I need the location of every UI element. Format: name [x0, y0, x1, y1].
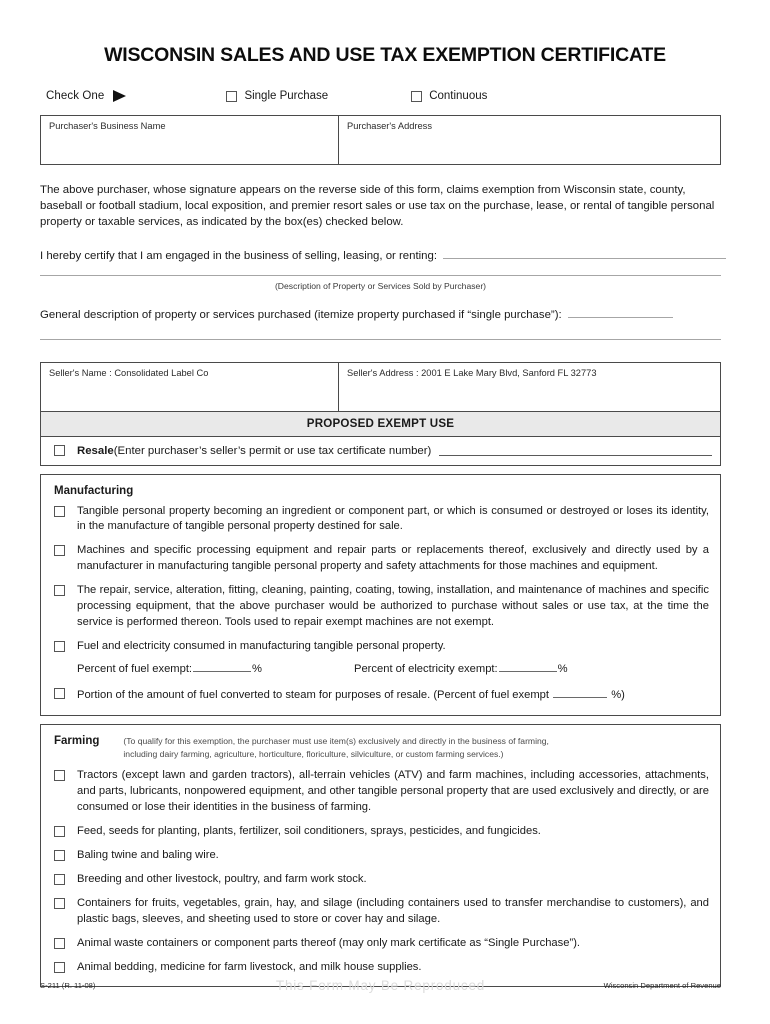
- farming-item-6: [54, 936, 709, 952]
- general-description-input-line[interactable]: [568, 306, 673, 318]
- description-rule: [40, 275, 721, 276]
- manufacturing-item-1: [54, 504, 709, 536]
- agency-name: Wisconsin Department of Revenue: [603, 981, 721, 990]
- single-purchase-checkbox[interactable]: [226, 91, 237, 102]
- general-description-label: General description of property or services purchased (itemize property purchased if “single purchase”):: [40, 308, 562, 321]
- manufacturing-item-4-text: Fuel and electricity consumed in manufacturing tangible personal property.: [77, 639, 446, 652]
- resale-checkbox[interactable]: [54, 445, 65, 456]
- farming-note: [123, 735, 549, 761]
- seller-name-label: Seller's Name : Consolidated Label Co: [49, 367, 209, 378]
- electricity-percent-unit: %: [557, 662, 568, 675]
- single-purchase-label: Single Purchase: [244, 90, 329, 102]
- farming-item-6-text: Animal waste containers or component parts thereof (may only mark certificate as “Single Purchase”).: [77, 936, 581, 949]
- farming-item-1-text: Tractors (except lawn and garden tractors), all-terrain vehicles (ATV) and farm machines, including accessories, attachments, and parts, lubricants, nonpowered equipment, and other tangible personal property that are used exclusively and directly, or are consumed or lose their identities in the business of farming.: [77, 769, 709, 814]
- farming-item-3-text: Baling twine and baling wire.: [77, 849, 219, 862]
- manufacturing-title: Manufacturing: [54, 484, 134, 497]
- resale-row: [40, 437, 721, 466]
- electricity-percent-input[interactable]: [499, 660, 557, 672]
- steam-item-wrap: [77, 686, 709, 704]
- resale-bold-label: Resale: [77, 444, 114, 457]
- farming-item-7-checkbox[interactable]: [54, 962, 65, 973]
- resale-input-line[interactable]: [439, 445, 712, 456]
- form-number: S-211 (R. 11-08): [40, 981, 96, 990]
- resale-rest-label: (Enter purchaser’s seller’s permit or use tax certificate number): [113, 444, 432, 457]
- farming-section: [40, 724, 721, 988]
- certify-label: I hereby certify that I am engaged in the business of selling, leasing, or renting:: [40, 249, 438, 262]
- farming-item-5-checkbox[interactable]: [54, 898, 65, 909]
- farming-item-5: [54, 896, 709, 928]
- manufacturing-item-4: [54, 639, 709, 678]
- manufacturing-item-1-checkbox[interactable]: [54, 506, 65, 517]
- check-one-label: Check One: [46, 90, 105, 102]
- manufacturing-item-3-text: The repair, service, alteration, fitting, cleaning, painting, coating, towing, installation, and maintenance of machines and specific processing equipment, that the above purchaser would be authorized to purchase without sales or use tax, at the time the service is performed thereon. Tools used to repair exempt machines are not exempt.: [77, 584, 709, 628]
- reproduction-watermark: This Form May Be Reproduced: [275, 978, 486, 993]
- manufacturing-item-2-text: Machines and specific processing equipment and repair parts or replacements thereof, exclusively and directly used by a manufacturer in manufacturing tangible personal property and safety attachments for those machines and equipment.: [77, 544, 709, 573]
- farming-item-6-checkbox[interactable]: [54, 938, 65, 949]
- description-caption: (Description of Property or Services Sold by Purchaser): [274, 280, 487, 291]
- fuel-percent-input[interactable]: [193, 660, 251, 672]
- farming-item-1: [54, 768, 709, 816]
- certify-row: [40, 247, 726, 262]
- manufacturing-item-2: [54, 543, 709, 575]
- farming-item-2-checkbox[interactable]: [54, 826, 65, 837]
- continuous-label: Continuous: [429, 90, 488, 102]
- farming-item-4-checkbox[interactable]: [54, 874, 65, 885]
- manufacturing-item-4-wrap: [77, 639, 709, 678]
- seller-name-field: [41, 363, 339, 411]
- farming-item-7: [54, 960, 709, 976]
- continuous-option[interactable]: [411, 90, 487, 102]
- farming-item-2: [54, 824, 709, 840]
- manufacturing-item-5: [54, 686, 709, 704]
- steam-item-text-before: Portion of the amount of fuel converted to steam for purposes of resale. (Percent of fuel exempt: [77, 688, 549, 701]
- fuel-percent-row: [77, 660, 709, 678]
- farming-item-3: [54, 848, 709, 864]
- right-triangle-icon: [113, 90, 126, 102]
- page-footer: [40, 978, 721, 993]
- single-purchase-option[interactable]: [226, 90, 328, 102]
- farming-item-1-checkbox[interactable]: [54, 770, 65, 781]
- purchaser-business-name-field[interactable]: [41, 116, 339, 164]
- farming-header: [54, 735, 709, 761]
- seller-address-label: Seller's Address : 2001 E Lake Mary Blvd, Sanford FL 32773: [347, 367, 597, 378]
- continuous-checkbox[interactable]: [411, 91, 422, 102]
- purchaser-info-box: [40, 115, 721, 165]
- purchaser-business-name-label: Purchaser's Business Name: [49, 121, 166, 131]
- general-description-row: [40, 306, 726, 321]
- farming-note-line-1: (To qualify for this exemption, the purchaser must use item(s) exclusively and directly in the business of farming,: [123, 735, 549, 746]
- seller-address-field: [339, 363, 720, 411]
- farming-title: Farming: [54, 734, 100, 747]
- farming-item-4-text: Breeding and other livestock, poultry, and farm work stock.: [77, 872, 367, 885]
- manufacturing-item-5-checkbox[interactable]: [54, 688, 65, 699]
- check-one-row: [0, 87, 770, 105]
- purchaser-address-field[interactable]: [339, 116, 720, 164]
- manufacturing-item-3-checkbox[interactable]: [54, 585, 65, 596]
- seller-info-box: [40, 362, 721, 412]
- proposed-exempt-use-header: PROPOSED EXEMPT USE: [40, 412, 721, 437]
- farming-item-7-text: Animal bedding, medicine for farm livestock, and milk house supplies.: [77, 960, 422, 973]
- steam-item-text-after: %): [611, 688, 625, 701]
- fuel-percent-unit: %: [252, 662, 262, 675]
- exemption-statement-paragraph: The above purchaser, whose signature appears on the reverse side of this form, claims exemption from Wisconsin state, county, baseball or football stadium, local exposition, and premier resort sales or use tax on the purchase, lease, or rental of tangible personal property or taxable services, as indicated by the box(es) checked below.: [40, 184, 715, 229]
- manufacturing-item-1-text: Tangible personal property becoming an ingredient or component part, or which is consumed or destroyed or loses its identity, in the manufacture of tangible personal property destined for sale.: [77, 504, 709, 533]
- manufacturing-item-2-checkbox[interactable]: [54, 545, 65, 556]
- electricity-percent-label: Percent of electricity exempt:: [354, 662, 498, 675]
- farming-item-3-checkbox[interactable]: [54, 850, 65, 861]
- certify-input-line[interactable]: [443, 247, 726, 259]
- manufacturing-item-4-checkbox[interactable]: [54, 641, 65, 652]
- farming-item-2-text: Feed, seeds for planting, plants, fertilizer, soil conditioners, sprays, pesticides, and fungicides.: [77, 825, 541, 838]
- page-title: WISCONSIN SALES AND USE TAX EXEMPTION CERTIFICATE: [104, 44, 666, 66]
- steam-fuel-percent-input[interactable]: [553, 686, 607, 698]
- manufacturing-item-3: [54, 583, 709, 631]
- manufacturing-section: [40, 474, 721, 716]
- farming-note-line-2: including dairy farming, agriculture, horticulture, floriculture, silviculture, or custom farming services.): [123, 748, 504, 759]
- general-description-rule-2[interactable]: [40, 339, 721, 340]
- farming-item-5-text: Containers for fruits, vegetables, grain, hay, and silage (including containers used to transfer merchandise to customers), and plastic bags, sleeves, and sheeting used to store or cover hay and silage.: [77, 896, 709, 925]
- fuel-percent-label: Percent of fuel exempt:: [77, 662, 193, 675]
- purchaser-address-label: Purchaser's Address: [347, 121, 432, 131]
- farming-item-4: [54, 872, 709, 888]
